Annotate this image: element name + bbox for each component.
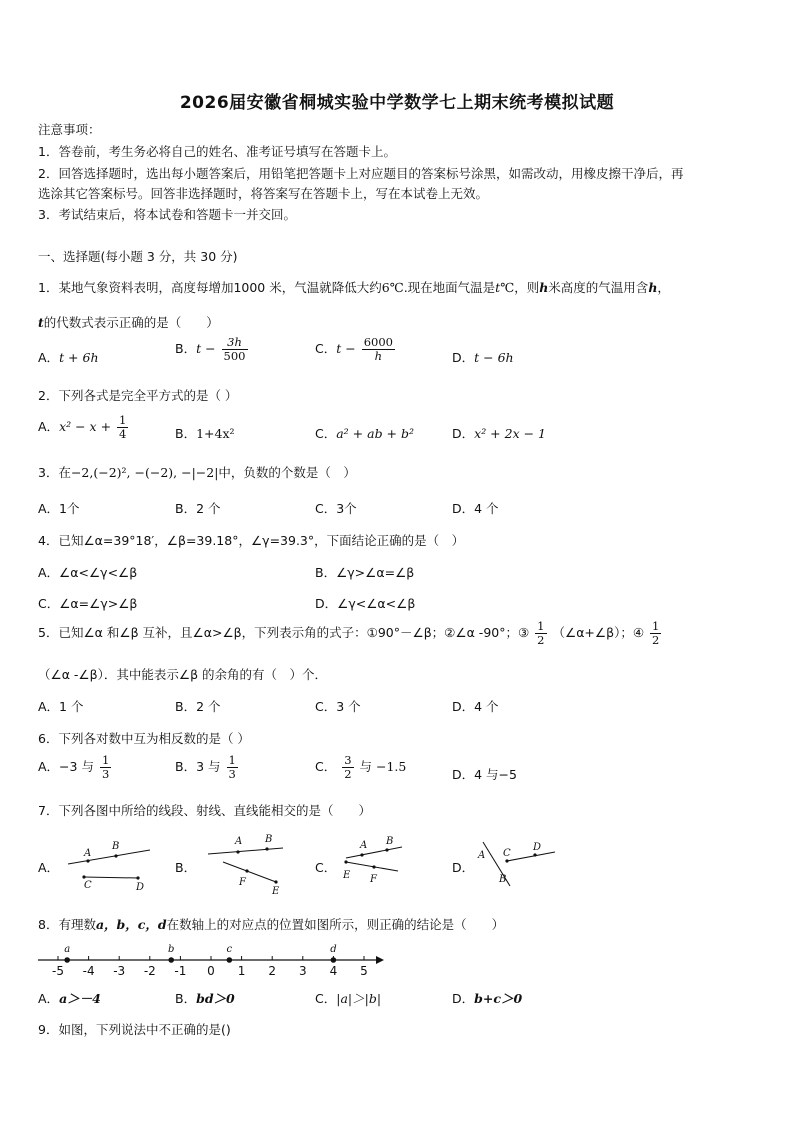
- label-c: C: [84, 880, 92, 891]
- q1-option-b[interactable]: B．t − $\frac{3h}{500}$: [175, 335, 246, 364]
- q5-option-a[interactable]: A．1 个: [38, 699, 84, 714]
- tick-label: 3: [298, 964, 307, 978]
- tick-label: -4: [82, 964, 95, 978]
- label-b: B: [112, 841, 120, 852]
- question-9-stem: 9．如图，下列说法中不正确的是(): [38, 1022, 231, 1037]
- fraction: $\frac{1}{2}$: [537, 619, 545, 648]
- q7-option-c[interactable]: C．: [315, 860, 337, 875]
- tick-label: -2: [143, 964, 156, 978]
- point: [236, 850, 239, 853]
- label-a: A: [478, 850, 486, 861]
- point: [360, 853, 363, 856]
- question-1-stem-cont: t的代数式表示正确的是（ ）: [38, 315, 219, 330]
- page-title: 2026届安徽省桐城实验中学数学七上期末统考模拟试题: [179, 93, 615, 113]
- q1-option-a[interactable]: A．t + 6h: [38, 350, 99, 365]
- fraction: $\frac{3h}{500}$: [223, 335, 246, 364]
- point: [114, 854, 117, 857]
- q6-option-c[interactable]: C． $\frac{3}{2}$ 与 −1.5: [315, 753, 407, 782]
- fraction: $\frac{3}{2}$: [344, 753, 352, 782]
- fraction: $\frac{1}{4}$: [119, 413, 127, 442]
- label-b: B: [386, 836, 394, 847]
- tick-label: -1: [174, 964, 187, 978]
- notice-item-2: 2．回答选择题时，选出每小题答案后，用铅笔把答题卡上对应题目的答案标号涂黑，如需改动，用橡皮擦干净后，再: [38, 166, 684, 181]
- q8-option-d[interactable]: D．b+c＞0: [452, 991, 523, 1006]
- q1-option-c[interactable]: C．t − $\frac{6000}{h}$: [315, 335, 393, 364]
- q3-option-d[interactable]: D．4 个: [452, 501, 499, 516]
- point-a: [64, 957, 70, 963]
- point-label-a: a: [64, 944, 71, 955]
- tick-label: -3: [113, 964, 126, 978]
- q2-option-a[interactable]: A．x² − x + $\frac{1}{4}$: [38, 413, 127, 442]
- q3-option-b[interactable]: B．2 个: [175, 501, 221, 516]
- question-4-stem: 4．已知∠α=39°18′，∠β=39.18°，∠γ=39.3°，下面结论正确的是（ ）: [38, 533, 465, 548]
- q3-option-c[interactable]: C．3个: [315, 501, 357, 516]
- notice-item-2-cont: 选涂其它答案标号。回答非选择题时，将答案写在答题卡上，写在本试卷上无效。: [38, 186, 489, 201]
- q2-option-c[interactable]: C．a² + ab + b²: [315, 426, 415, 441]
- label-b: B: [265, 834, 273, 845]
- q8-option-c[interactable]: C．|a|＞|b|: [315, 991, 382, 1006]
- question-6-stem: 6．下列各对数中互为相反数的是（ ）: [38, 731, 250, 746]
- point: [265, 847, 268, 850]
- point-d: [331, 957, 337, 963]
- line-ab: [346, 847, 402, 858]
- point: [136, 876, 139, 879]
- point: [86, 859, 89, 862]
- segment-ef: [346, 862, 398, 871]
- question-5-stem: 5．已知∠α 和∠β 互补，且∠α>∠β，下列表示角的式子：①90°－∠β；②∠α -90°；③ $\frac{1}{2}$ （∠α+∠β）；④ $\frac{1}{2}$: [38, 619, 660, 648]
- tick-label: 5: [360, 964, 368, 978]
- q3-option-a[interactable]: A．1个: [38, 501, 80, 516]
- fraction: $\frac{1}{3}$: [228, 753, 236, 782]
- label-a: A: [235, 836, 243, 847]
- fraction: $\frac{6000}{h}$: [363, 335, 393, 364]
- ray-fe: [223, 862, 276, 882]
- q4-option-a[interactable]: A．∠α<∠γ<∠β: [38, 565, 138, 580]
- segment-cd: [84, 877, 138, 878]
- q6-option-d[interactable]: D．4 与−5: [452, 767, 517, 782]
- question-7-stem: 7．下列各图中所给的线段、射线、直线能相交的是（ ）: [38, 803, 371, 818]
- label-a: A: [360, 840, 368, 851]
- segment-ab: [208, 848, 283, 854]
- label-d: D: [533, 842, 542, 853]
- question-1-stem: 1．某地气象资料表明，高度每增加1000 米，气温就降低大约6℃.现在地面气温是t℃，则h米高度的气温用含h，: [38, 280, 670, 295]
- q2-option-b[interactable]: B．1+4x²: [175, 426, 235, 441]
- point-label-c: c: [226, 944, 233, 955]
- line-ab: [68, 850, 150, 864]
- q7-figure-c: [340, 836, 410, 890]
- axis-arrow-icon: [376, 956, 384, 964]
- point: [344, 860, 347, 863]
- notice-item-1: 1．答卷前，考生务必将自己的姓名、准考证号填写在答题卡上。: [38, 144, 396, 159]
- label-a: A: [84, 848, 92, 859]
- q7-figure-d: [475, 836, 560, 890]
- point-b: [168, 957, 174, 963]
- point: [372, 865, 375, 868]
- q1-option-d[interactable]: D．t − 6h: [452, 350, 514, 365]
- number-line: [36, 936, 386, 980]
- q7-option-d[interactable]: D．: [452, 860, 475, 875]
- q2-option-d[interactable]: D．x² + 2x − 1: [452, 426, 546, 441]
- point: [245, 869, 248, 872]
- q8-option-b[interactable]: B．bd＞0: [175, 991, 235, 1006]
- tick-label: 0: [207, 964, 215, 978]
- q5-option-d[interactable]: D．4 个: [452, 699, 499, 714]
- question-2-stem: 2．下列各式是完全平方式的是（ ）: [38, 388, 238, 403]
- point: [82, 875, 85, 878]
- q7-option-b[interactable]: B．: [175, 860, 197, 875]
- point-c: [227, 957, 233, 963]
- question-8-stem: 8．有理数a，b，c，d在数轴上的对应点的位置如图所示，则正确的结论是（ ）: [38, 917, 505, 932]
- question-5-stem-cont: （∠α -∠β）．其中能表示∠β 的余角的有（ ）个．: [38, 667, 328, 682]
- point: [385, 848, 388, 851]
- point: [533, 853, 536, 856]
- q8-option-a[interactable]: A．a＞－4: [38, 991, 101, 1006]
- point-label-d: d: [330, 944, 337, 955]
- ray-cd: [507, 852, 555, 861]
- section-heading: 一、选择题(每小题 3 分，共 30 分): [38, 249, 238, 264]
- q6-option-b[interactable]: B．3 与 $\frac{1}{3}$: [175, 753, 236, 782]
- point: [274, 880, 277, 883]
- fraction: $\frac{1}{3}$: [101, 753, 110, 782]
- label-e: E: [272, 886, 280, 896]
- label-b: B: [499, 874, 507, 885]
- label-d: D: [136, 882, 145, 893]
- q4-option-c[interactable]: C．∠α=∠γ>∠β: [38, 596, 138, 611]
- q5-option-b[interactable]: B．2 个: [175, 699, 221, 714]
- label-c: C: [503, 848, 511, 859]
- label-e: E: [343, 870, 351, 881]
- tick-label: 1: [237, 964, 246, 978]
- label-f: F: [370, 874, 377, 885]
- tick-label: -5: [52, 964, 64, 978]
- fraction: $\frac{1}{2}$: [652, 619, 660, 648]
- q4-option-d[interactable]: D．∠γ<∠α<∠β: [315, 596, 416, 611]
- q7-figure-a: [62, 836, 158, 894]
- q7-option-a[interactable]: A．: [38, 860, 60, 875]
- q5-option-c[interactable]: C．3 个: [315, 699, 361, 714]
- q7-figure-b: [205, 832, 289, 896]
- tick-label: 2: [268, 964, 277, 978]
- point: [505, 859, 508, 862]
- q6-option-a[interactable]: A．−3 与 $\frac{1}{3}$: [38, 753, 110, 782]
- q4-option-b[interactable]: B．∠γ>∠α=∠β: [315, 565, 415, 580]
- notice-item-3: 3．考试结束后，将本试卷和答题卡一并交回。: [38, 207, 296, 222]
- tick-label: 4: [329, 964, 338, 978]
- point-label-b: b: [168, 944, 175, 955]
- notice-heading: 注意事项：: [38, 122, 101, 137]
- question-3-stem: 3．在−2,(−2)², −(−2), −|−2|中，负数的个数是（ ）: [38, 465, 356, 480]
- label-f: F: [239, 877, 246, 888]
